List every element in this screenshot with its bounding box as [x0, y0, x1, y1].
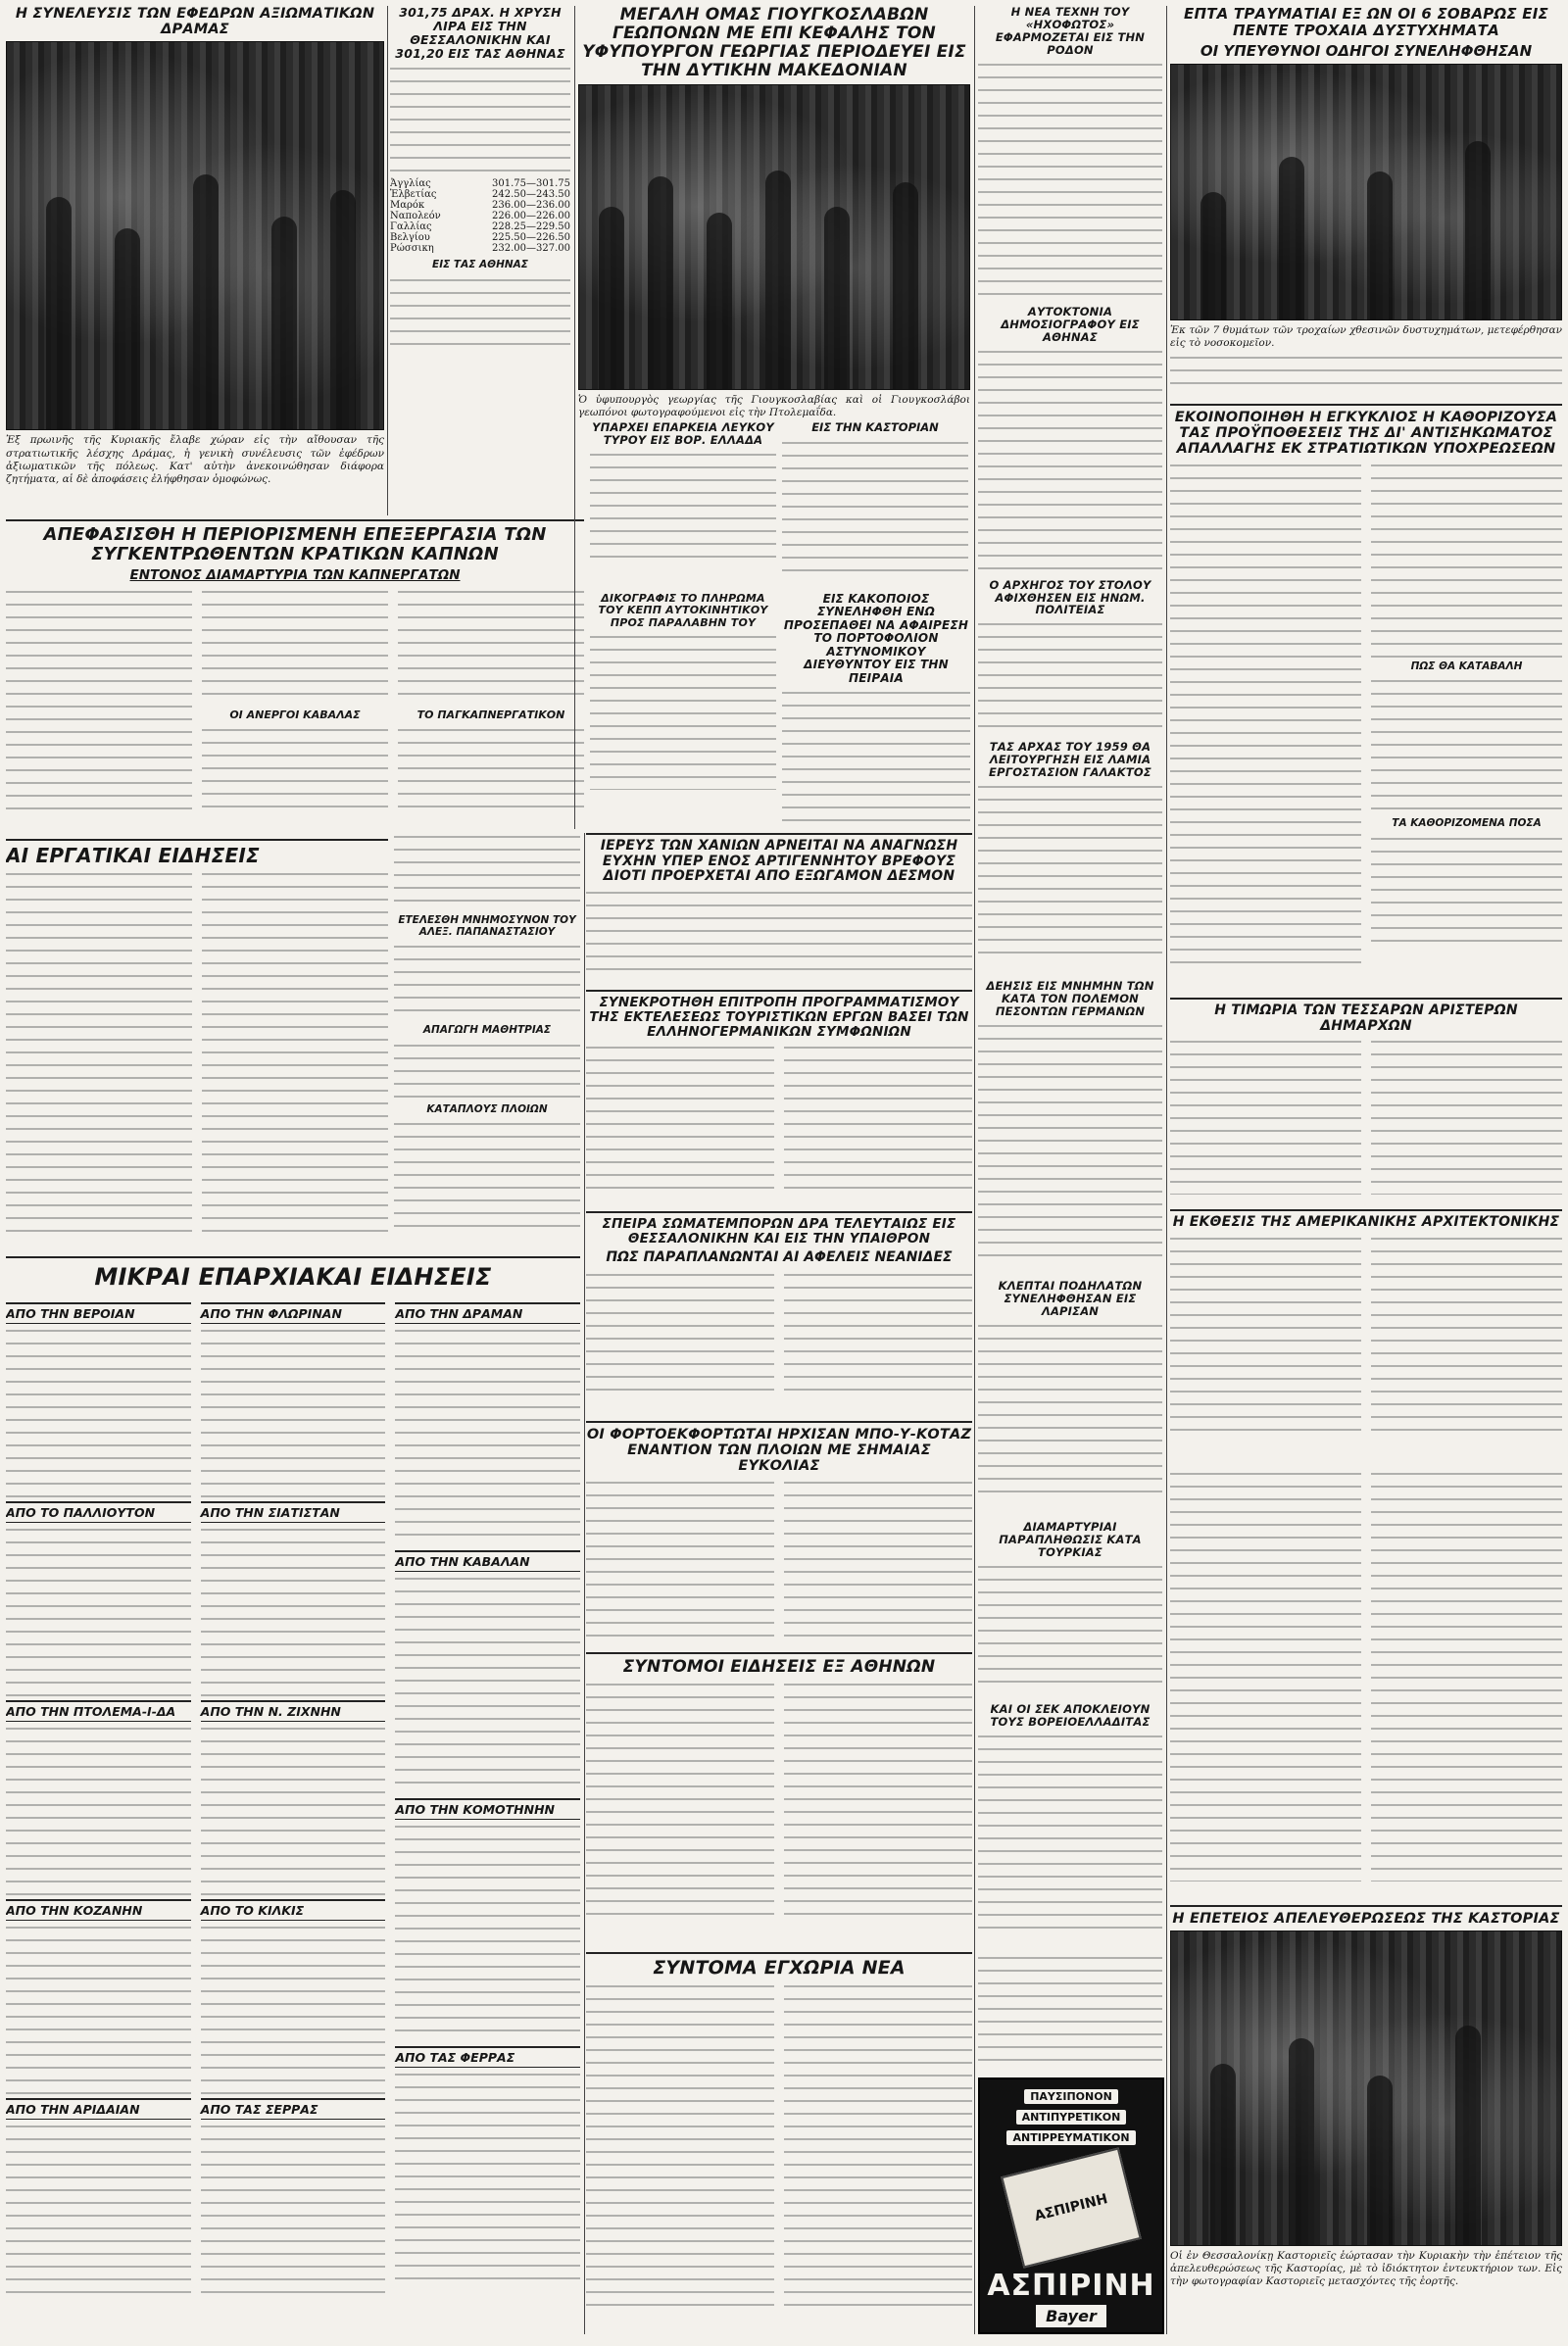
headline: ΣΠΕΙΡΑ ΣΩΜΑΤΕΜΠΟΡΩΝ ΔΡΑ ΤΕΛΕΥΤΑΙΩΣ ΕΙΣ ΘΕΣΣΑΛΟΝΙΚΗΝ ΚΑΙ ΕΙΣ ΤΗΝ ΥΠΑΙΘΡΟΝ [602, 1216, 956, 1247]
photo-caption: Οἱ ἐν Θεσσαλονίκῃ Καστοριεῖς ἑώρτασαν τὴν Κυριακὴν τὴν ἐπέτειον τῆς ἀπελευθερώσεως τῆς Καστορίας, μὲ τὸ ἰδιόκτητον ἐντευκτήριον των. Εἰς τὴν φωτογραφίαν Καστοριεῖς μετασχόντες τῆς ἑορτῆς. [1170, 2250, 1562, 2288]
article-body [201, 2123, 386, 2293]
subhead: ΕΝΤΟΝΟΣ ΔΙΑΜΑΡΤΥΡΙΑ ΤΩΝ ΚΑΠΝΕΡΓΑΤΩΝ [129, 567, 461, 584]
headline: Η ΤΙΜΩΡΙΑ ΤΩΝ ΤΕΣΣΑΡΩΝ ΑΡΙΣΤΕΡΩΝ ΔΗΜΑΡΧΩΝ [1214, 1002, 1518, 1034]
article-body [398, 588, 584, 706]
headline: Η ΕΠΕΤΕΙΟΣ ΑΠΕΛΕΥΘΕΡΩΣΕΩΣ ΤΗΣ ΚΑΣΤΟΡΙΑΣ [1172, 1911, 1560, 1927]
article-body [590, 633, 776, 790]
rate-row [390, 178, 570, 189]
provincial-section-heading: ΑΠΟ ΤΗΝ ΚΟΜΟΤΗΝΗΝ [395, 1798, 580, 1820]
article-body [398, 726, 584, 814]
article-gang [586, 1211, 972, 1417]
article-kastoria-anniv [1170, 1905, 1562, 2334]
photo-caption: Ἐκ τῶν 7 θυμάτων τῶν τροχαίων χθεσινῶν δυστυχημάτων, μετεφέρθησαν εἰς τὸ νοσοκομεῖον. [1170, 324, 1562, 350]
article-mayors [1170, 998, 1562, 1203]
photo-drama-meeting [6, 41, 384, 430]
rate-name: Ἑλβετίας [390, 189, 437, 200]
headline: ΣΥΝΤΟΜΑ ΕΓΧΩΡΙΑ ΝΕΑ [653, 1957, 906, 1979]
headline: ΕΚΟΙΝΟΠΟΙΗΘΗ Η ΕΓΚΥΚΛΙΟΣ Η ΚΑΘΟΡΙΖΟΥΣΑ ΤΑΣ ΠΡΟΫΠΟΘΕΣΕΙΣ ΤΗΣ ΔΙ' ΑΝΤΙΣΗΚΩΜΑΤΟΣ ΑΠΑΛΛΑΓΗΣ ΕΚ ΣΤΡΑΤΙΩΤΙΚΩΝ ΥΠΟΧΡΕΩΣΕΩΝ [1174, 410, 1558, 458]
rate-name: Μαρόκ [390, 200, 425, 211]
article-gold [390, 6, 570, 447]
rate-value: 225.50—226.50 [492, 232, 570, 243]
article-body [784, 1982, 972, 2316]
article-body [978, 1563, 1162, 1690]
rate-row [390, 211, 570, 221]
headline: ΔΙΚΟΓΡΑΦΙΣ ΤΟ ΠΛΗΡΩΜΑ ΤΟΥ ΚΕΠΠ ΑΥΤΟΚΙΝΗΤΙΚΟΥ ΠΡΟΣ ΠΑΡΑΛΑΒΗΝ ΤΟΥ [598, 593, 768, 629]
subhead: ΟΙ ΥΠΕΥΘΥΝΟΙ ΟΔΗΓΟΙ ΣΥΝΕΛΗΦΘΗΣΑΝ [1200, 41, 1533, 60]
article-body [1170, 1470, 1361, 1882]
article-milk [978, 741, 1162, 976]
headline: ΙΕΡΕΥΣ ΤΩΝ ΧΑΝΙΩΝ ΑΡΝΕΙΤΑΙ ΝΑ ΑΝΑΓΝΩΣΗ ΕΥΧΗΝ ΥΠΕΡ ΕΝΟΣ ΑΡΤΙΓΕΝΝΗΤΟΥ ΒΡΕΦΟΥΣ ΔΙΟΤΙ ΠΡΟΕΡΧΕΤΑΙ ΑΠΟ ΕΞΩΓΑΜΟΝ ΔΕΣΜΟΝ [600, 838, 958, 885]
provincial-news [6, 1256, 580, 2334]
provincial-section-heading: ΑΠΟ ΤΗΝ ΦΛΩΡΙΝΑΝ [201, 1302, 386, 1324]
subhead: ΠΩΣ ΠΑΡΑΠΛΑΝΩΝΤΑΙ ΑΙ ΑΦΕΛΕΙΣ ΝΕΑΝΙΔΕΣ [606, 1249, 953, 1266]
headline: ΑΠΕΦΑΣΙΣΘΗ Η ΠΕΡΙΟΡΙΣΜΕΝΗ ΕΠΕΞΕΡΓΑΣΙΑ ΤΩΝ ΣΥΓΚΕΝΤΡΩΘΕΝΤΩΝ ΚΡΑΤΙΚΩΝ ΚΑΠΝΩΝ [43, 524, 547, 565]
headline: ΕΙΣ ΚΑΚΟΠΟΙΟΣ ΣΥΝΕΛΗΦΘΗ ΕΝΩ ΠΡΟΣΕΠΑΘΕΙ ΝΑ ΑΦΑΙΡΕΣΗ ΤΟ ΠΟΡΤΟΦΟΛΙΟΝ ΑΣΤΥΝΟΜΙΚΟΥ ΔΙΕΥΘΥΝΤΟΥ ΕΙΣ ΤΗΝ ΠΕΙΡΑΙΑ [783, 593, 969, 685]
article-body [586, 889, 972, 977]
rate-row [390, 200, 570, 211]
article-body [1371, 1470, 1562, 1882]
rate-row [390, 232, 570, 243]
ad-line: ΑΝΤΙΠΥΡΕΤΙΚΟΝ [1016, 2110, 1127, 2125]
article-body [1371, 677, 1562, 814]
gold-rates-table [390, 178, 570, 254]
article-body [201, 1526, 386, 1696]
article-body [395, 1823, 580, 2042]
headline: ΑΠΑΓΩΓΗ ΜΑΘΗΤΡΙΑΣ [422, 1024, 552, 1037]
article-body [586, 1271, 774, 1398]
article-body [6, 1327, 191, 1497]
article-dockers [586, 1421, 972, 1646]
article-body [1170, 1038, 1361, 1195]
article-body [978, 1022, 1162, 1257]
article-body [978, 1322, 1162, 1498]
article-body [6, 1526, 191, 1696]
rates-title: ΕΙΣ ΤΑΣ ΑΘΗΝΑΣ [432, 259, 528, 270]
article-body [390, 65, 570, 172]
article-body [394, 1120, 580, 1238]
article-body [590, 451, 776, 568]
provincial-section-heading: ΑΠΟ ΤΗΝ ΔΡΑΜΑΝ [395, 1302, 580, 1324]
headline: ΥΠΑΡΧΕΙ ΕΠΑΡΚΕΙΑ ΛΕΥΚΟΥ ΤΥΡΟΥ ΕΙΣ ΒΟΡ. ΕΛΛΑΔΑ [592, 421, 774, 447]
article-rhodes [978, 6, 1162, 300]
article-body [6, 2123, 191, 2293]
photo-yugoslav-group [578, 84, 970, 390]
photo-caption: Ὁ ὑφυπουργὸς γεωργίας τῆς Γιουγκοσλαβίας καὶ οἱ Γιουγκοσλάβοι γεωπόνοι φωτογραφούμενοι εἰς τὴν Πτολεμαΐδα. [578, 394, 970, 417]
provincial-section-heading: ΑΠΟ ΤΗΝ ΑΡΙΔΑΙΑΝ [6, 2098, 191, 2120]
article-body [395, 2071, 580, 2290]
article-domestic [586, 1952, 972, 2334]
provincial-section-heading: ΑΠΟ ΤΗΝ ΒΕΡΟΙΑΝ [6, 1302, 191, 1324]
article-body [978, 1954, 1162, 2072]
article-body [6, 1924, 191, 2094]
headline: ΕΤΕΛΕΣΘΗ ΜΝΗΜΟΣΥΝΟΝ ΤΟΥ ΑΛΕΞ. ΠΑΠΑΝΑΣΤΑΣΙΟΥ [398, 914, 576, 938]
aspirin-box: ΑΣΠΙΡΙΝΗ [1001, 2147, 1142, 2268]
rate-name: Ἀγγλίας [390, 178, 431, 189]
provincial-section-heading: ΑΠΟ ΤΗΝ ΠΤΟΛΕΜΑ-Ι-ΔΑ [6, 1700, 191, 1722]
provincial-section-heading: ΑΠΟ ΤΗΝ ΚΑΒΑΛΑΝ [395, 1550, 580, 1572]
provincial-section-heading: ΑΠΟ ΤΟ ΚΙΛΚΙΣ [201, 1899, 386, 1921]
article-crew [590, 593, 776, 818]
article-body [586, 1044, 774, 1191]
headline: ΟΙ ΦΟΡΤΟΕΚΦΟΡΤΩΤΑΙ ΗΡΧΙΣΑΝ ΜΠΟ-Υ-ΚΟΤΑΖ ΕΝΑΝΤΙΟΝ ΤΩΝ ΠΛΟΙΩΝ ΜΕ ΣΗΜΑΙΑΣ ΕΥΚΟΛΙΑΣ [586, 1427, 972, 1475]
article-body [978, 61, 1162, 296]
article-body [978, 348, 1162, 573]
section-heading: ΠΩΣ ΘΑ ΚΑΤΑΒΑΛΗ [1410, 660, 1523, 672]
article-exhibition [1170, 1209, 1562, 1464]
article-memorial-wreck [394, 833, 580, 1254]
rate-name: Γαλλίας [390, 221, 432, 232]
article-accidents [1170, 6, 1562, 398]
rate-name: Ναπολεόν [390, 211, 441, 221]
article-body [978, 1733, 1162, 1929]
article-germans [978, 980, 1162, 1274]
article-body [201, 1327, 386, 1497]
article-body [978, 783, 1162, 959]
headline: ΑΥΤΟΚΤΟΝΙΑ ΔΗΜΟΣΙΟΓΡΑΦΟΥ ΕΙΣ ΑΘΗΝΑΣ [1001, 306, 1140, 344]
headline: ΣΥΝΤΟΜΟΙ ΕΙΔΗΣΕΙΣ ΕΞ ΑΘΗΝΩΝ [622, 1657, 936, 1677]
article-body [201, 1725, 386, 1895]
rate-name: Ρώσσικη [390, 243, 434, 254]
article-cheese [590, 421, 776, 588]
photo-caption: Ἐξ πρωινῆς τῆς Κυριακῆς ἔλαβε χώραν εἰς τὴν αἴθουσαν τῆς στρατιωτικῆς λέσχης Δράμας, ἡ γενικὴ συνέλευσις τῶν ἐφέδρων ἀξιωματικῶν τῆς πόλεως. Κατ' αὐτὴν ἀνεκοινώθησαν διάφορα ζητήματα, αἱ δὲ ἀποφάσεις ἐλήφθησαν ὁμοφώνως. [6, 434, 384, 485]
article-body [201, 1924, 386, 2094]
section-heading: ΤΟ ΠΑΓΚΑΠΝΕΡΓΑΤΙΚΟΝ [416, 709, 565, 722]
article-body [394, 1042, 580, 1100]
ad-line: ΠΑΥΣΙΠΟΝΟΝ [1024, 2089, 1118, 2104]
article-protests [978, 1521, 1162, 1697]
article-bikes [978, 1280, 1162, 1515]
headline: ΜΙΚΡΑΙ ΕΠΑΡΧΙΑΚΑΙ ΕΙΔΗΣΕΙΣ [94, 1263, 492, 1291]
article-body [784, 1681, 972, 1926]
headline: ΤΑΣ ΑΡΧΑΣ ΤΟΥ 1959 ΘΑ ΛΕΙΤΟΥΡΓΗΣΗ ΕΙΣ ΛΑΜΙΑ ΕΡΓΟΣΤΑΣΙΟΝ ΓΑΛΑΚΤΟΣ [989, 741, 1152, 779]
headline: ΜΕΓΑΛΗ ΟΜΑΣ ΓΙΟΥΓΚΟΣΛΑΒΩΝ ΓΕΩΠΟΝΩΝ ΜΕ ΕΠΙ ΚΕΦΑΛΗΣ ΤΟΝ ΥΦΥΠΟΥΡΓΟΝ ΓΕΩΡΓΙΑΣ ΠΕΡΙΟΔΕΥΕΙ ΕΙΣ ΤΗΝ ΔΥΤΙΚΗΝ ΜΑΚΕΔΟΝΙΑΝ [582, 6, 966, 81]
article-body [784, 1044, 972, 1191]
article-body [395, 1575, 580, 1794]
article-body [784, 1271, 972, 1398]
provincial-section-heading: ΑΠΟ ΤΗΝ ΚΟΖΑΝΗΝ [6, 1899, 191, 1921]
section-heading: ΟΙ ΑΝΕΡΓΟΙ ΚΑΒΑΛΑΣ [229, 709, 361, 722]
rate-value: 301.75—301.75 [492, 178, 570, 189]
photo-accident-victims [1170, 64, 1562, 320]
article-body [1170, 1235, 1361, 1441]
rate-value: 228.25—229.50 [492, 221, 570, 232]
article-body [390, 276, 570, 345]
rate-value: 236.00—236.00 [492, 200, 570, 211]
article-body [1170, 462, 1361, 971]
section-heading: ΕΙΣ ΤΗΝ ΚΑΣΤΟΡΙΑΝ [811, 421, 939, 434]
article-athens-short [586, 1652, 972, 1946]
article-body [6, 1725, 191, 1895]
article-body [1371, 1235, 1562, 1441]
article-body [1170, 354, 1562, 393]
headline: Η ΣΥΝΕΛΕΥΣΙΣ ΤΩΝ ΕΦΕΔΡΩΝ ΑΞΙΩΜΑΤΙΚΩΝ ΔΡΑΜΑΣ [15, 6, 375, 38]
article-body [1371, 462, 1562, 658]
article-body [6, 588, 192, 818]
article-priest [586, 833, 972, 985]
article-body [395, 1327, 580, 1546]
provincial-section-heading: ΑΠΟ ΤΑΣ ΦΕΡΡΑΣ [395, 2046, 580, 2068]
rate-value: 226.00—226.00 [492, 211, 570, 221]
ad-city: LEVERKUSEN · ΓΕΡΜΑΝΙΑΣ [989, 2333, 1153, 2346]
ad-brand: ΑΣΠΙΡΙΝΗ [987, 2269, 1155, 2303]
provincial-section-heading: ΑΠΟ ΤΑΣ ΣΕΡΡΑΣ [201, 2098, 386, 2120]
provincial-section-heading: ΑΠΟ ΤΗΝ Ν. ΖΙΧΝΗΝ [201, 1700, 386, 1722]
bayer-logo: Bayer [1036, 2305, 1106, 2327]
headline: 301,75 ΔΡΑΧ. Η ΧΡΥΣΗ ΛΙΡΑ ΕΙΣ ΤΗΝ ΘΕΣΣΑΛΟΝΙΚΗΝ ΚΑΙ 301,20 ΕΙΣ ΤΑΣ ΑΘΗΝΑΣ [395, 6, 565, 61]
article-body [1371, 1038, 1562, 1195]
article-tourism [586, 990, 972, 1205]
article-body [202, 870, 388, 1233]
provincial-section-heading: ΑΠΟ ΤΟ ΠΑΛΛΙΟΥΤΟΝ [6, 1501, 191, 1523]
article-piraeus [782, 593, 970, 828]
aspirin-advertisement [978, 2077, 1164, 2346]
headline: Ο ΑΡΧΗΓΟΣ ΤΟΥ ΣΤΟΛΟΥ ΑΦΙΧΘΗΣΕΝ ΕΙΣ ΗΝΩΜ. ΠΟΛΙΤΕΙΑΣ [989, 577, 1152, 617]
headline: ΑΙ ΕΡΓΑΤΙΚΑΙ ΕΙΔΗΣΕΙΣ [6, 844, 260, 867]
rate-row [390, 221, 570, 232]
article-body [6, 870, 192, 1233]
article-body [394, 943, 580, 1021]
article-body [586, 1479, 774, 1645]
article-northern [978, 1703, 1162, 1948]
headline: ΕΠΤΑ ΤΡΑΥΜΑΤΙΑΙ ΕΞ ΩΝ ΟΙ 6 ΣΟΒΑΡΩΣ ΕΙΣ ΠΕΝΤΕ ΤΡΟΧΑΙΑ ΔΥΣΤΥΧΗΜΑΤΑ [1184, 6, 1548, 39]
headline: ΚΛΕΠΤΑΙ ΠΟΔΗΛΑΤΩΝ ΣΥΝΕΛΗΦΘΗΣΑΝ ΕΙΣ ΛΑΡΙΣΑΝ [998, 1280, 1143, 1318]
headline: ΚΑΙ ΟΙ ΣΕΚ ΑΠΟΚΛΕΙΟΥΝ ΤΟΥΣ ΒΟΡΕΙΟΕΛΛΑΔΙΤΑΣ [990, 1703, 1151, 1729]
rate-value: 232.00—327.00 [492, 243, 570, 254]
article-body [202, 588, 388, 706]
section-heading: ΤΑ ΚΑΘΟΡΙΖΟΜΕΝΑ ΠΟΣΑ [1392, 817, 1542, 830]
article-domestic-cont [978, 1954, 1162, 2072]
article-body [782, 689, 970, 828]
article-drama-meeting [6, 6, 384, 515]
headline: ΔΕΗΣΙΣ ΕΙΣ ΜΝΗΜΗΝ ΤΩΝ ΚΑΤΑ ΤΟΝ ΠΟΛΕΜΟΝ ΠΕΣΟΝΤΩΝ ΓΕΡΜΑΝΩΝ [986, 980, 1154, 1018]
rate-row [390, 243, 570, 254]
headline: Η ΝΕΑ ΤΕΧΝΗ ΤΟΥ «ΗΧΟΦΩΤΟΣ» ΕΦΑΡΜΟΖΕΤΑΙ ΕΙΣ ΤΗΝ ΡΟΔΟΝ [995, 6, 1146, 57]
provincial-section-heading: ΑΠΟ ΤΗΝ ΣΙΑΤΙΣΤΑΝ [201, 1501, 386, 1523]
article-circular [1170, 404, 1562, 992]
ad-line: ΑΝΤΙΡΡΕΥΜΑΤΙΚΟΝ [1006, 2130, 1135, 2145]
rate-value: 242.50—243.50 [492, 189, 570, 200]
headline: ΣΥΝΕΚΡΟΤΗΘΗ ΕΠΙΤΡΟΠΗ ΠΡΟΓΡΑΜΜΑΤΙΣΜΟΥ ΤΗΣ ΕΚΤΕΛΕΣΕΩΣ ΤΟΥΡΙΣΤΙΚΩΝ ΕΡΓΩΝ ΒΑΣΕΙ ΤΩΝ ΕΛΛΗΝΟΓΕΡΜΑΝΙΚΩΝ ΣΥΜΦΩΝΙΩΝ [589, 995, 969, 1041]
article-body [202, 726, 388, 814]
article-body [784, 1479, 972, 1645]
article-castoria [782, 421, 968, 588]
rate-row [390, 189, 570, 200]
article-body [586, 1982, 774, 2316]
rate-name: Βελγίου [390, 232, 430, 243]
article-body [978, 620, 1162, 737]
article-body [394, 833, 580, 911]
article-yugoslav [578, 6, 970, 417]
article-body [782, 439, 968, 576]
photo-kastoria-celebration [1170, 1931, 1562, 2246]
article-tobacco [6, 519, 584, 833]
article-exhibition-cont [1170, 1470, 1562, 1901]
article-body [1371, 835, 1562, 953]
headline: Η ΕΚΘΕΣΙΣ ΤΗΣ ΑΜΕΡΙΚΑΝΙΚΗΣ ΑΡΧΙΤΕΚΤΟΝΙΚΗΣ [1172, 1214, 1560, 1230]
headline: ΚΑΤΑΠΛΟΥΣ ΠΛΟΙΩΝ [426, 1102, 548, 1115]
article-municipal [978, 306, 1162, 737]
article-body [586, 1681, 774, 1926]
headline: ΔΙΑΜΑΡΤΥΡΙΑΙ ΠΑΡΑΠΛΗΘΩΣΙΣ ΚΑΤΑ ΤΟΥΡΚΙΑΣ [999, 1521, 1142, 1559]
article-workers [6, 839, 388, 1250]
